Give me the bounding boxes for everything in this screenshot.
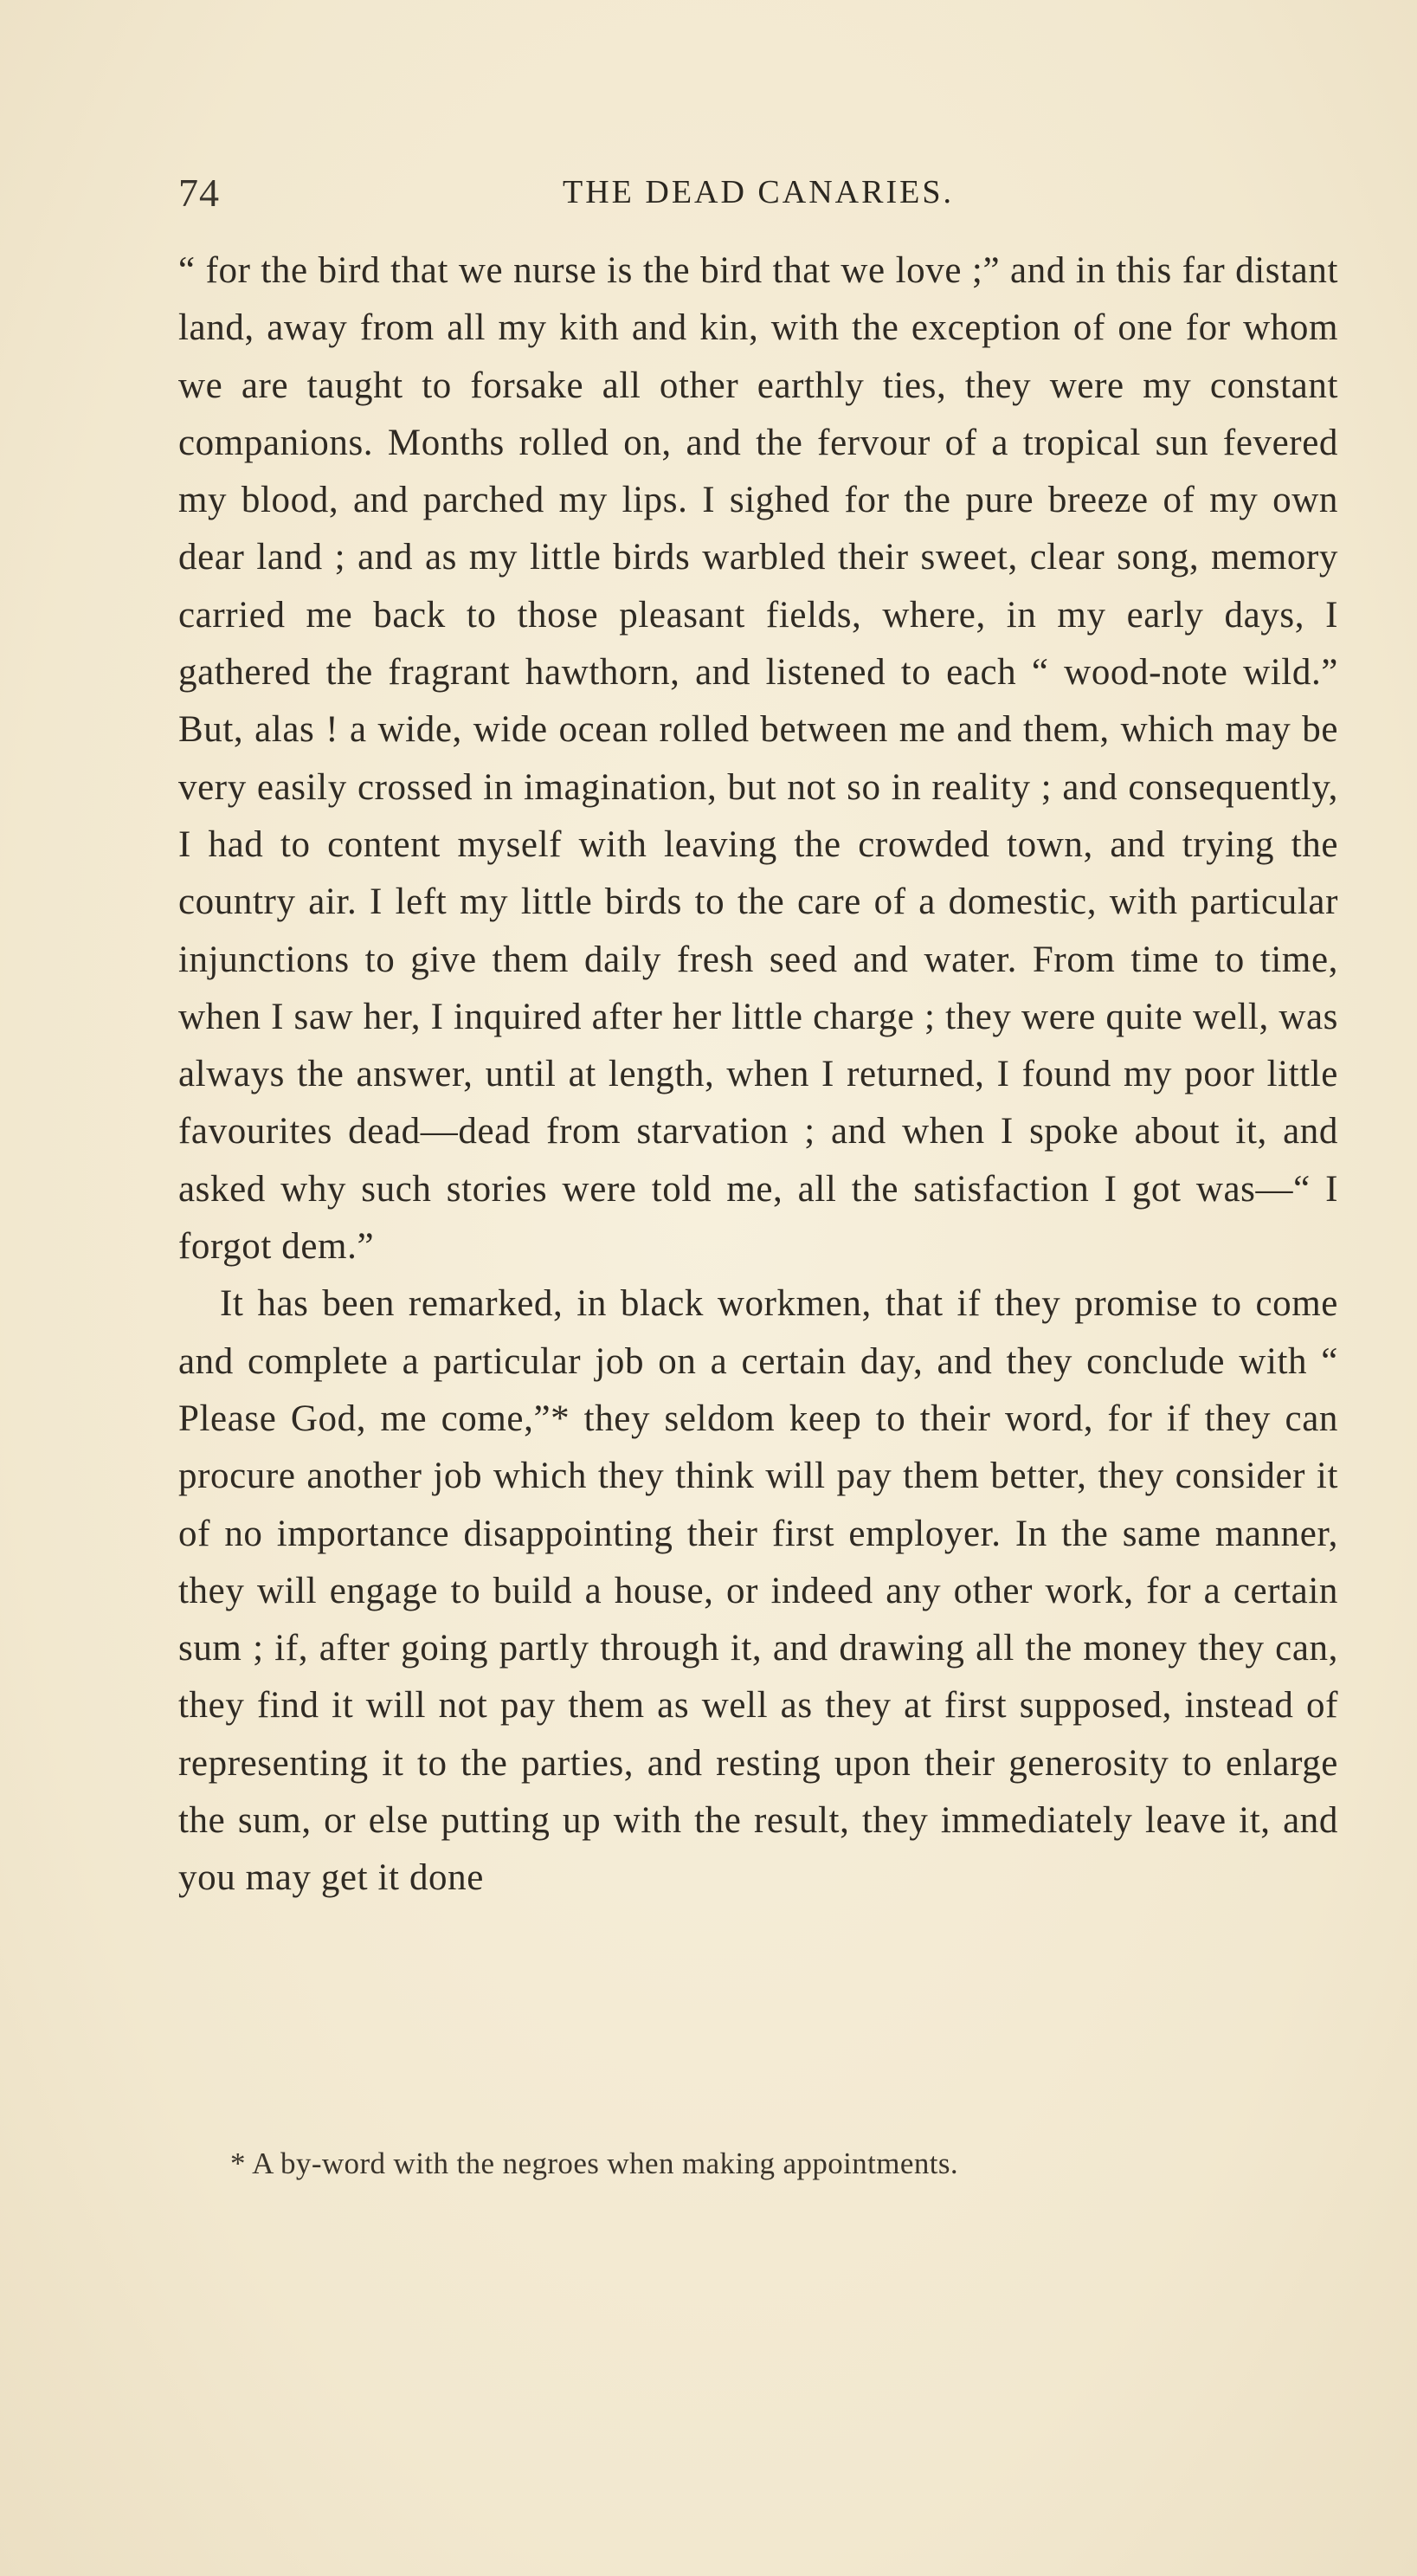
running-head [178, 170, 1338, 222]
paragraph-1: “ for the bird that we nurse is the bird that we love ;” and in this far distant land, away from all my kith and kin, with the exception of one for whom we are taught to forsake all other earthly ties, they were my constant companions. Months rolled on, and the fervour of a tropical sun fevered my blood, and parched my lips. I sighed for the pure breeze of my own dear land ; and as my little birds warbled their sweet, clear song, memory carried me back to those pleasant fields, where, in my early days, I gathered the fragrant hawthorn, and listened to each “ wood-note wild.” But, alas ! a wide, wide ocean rolled between me and them, which may be very easily crossed in imagination, but not so in reality ; and consequently, I had to content myself with leaving the crowded town, and trying the country air. I left my little birds to the care of a domestic, with particular injunctions to give them daily fresh seed and water. From time to time, when I saw her, I inquired after her little charge ; they were quite well, was always the answer, until at length, when I returned, I found my poor little favourites dead—dead from starvation ; and when I spoke about it, and asked why such stories were told me, all the satisfaction I got was—“ I forgot dem.” [178, 250, 1338, 1268]
running-title: THE DEAD CANARIES. [563, 174, 954, 210]
paragraph-2: It has been remarked, in black workmen, that if they promise to come and complete a particular job on a certain day, and they conclude with “ Please God, me come,”* they seldom keep to their word, for if they can procure another job which they think will pay them better, they consider it of no importance disappointing their first employer. In the same manner, they will engage to build a house, or indeed any other work, for a certain sum ; if, after going partly through it, and drawing all the money they can, they find it will not pay them as well as they at first supposed, instead of representing it to the parties, and resting upon their generosity to enlarge the sum, or else putting up with the result, they immediately leave it, and you may get it done [178, 1283, 1338, 1899]
page-number: 74 [178, 171, 220, 215]
body-text [178, 242, 1338, 1908]
footnote: * A by-word with the negroes when making appointments. [230, 2147, 959, 2180]
